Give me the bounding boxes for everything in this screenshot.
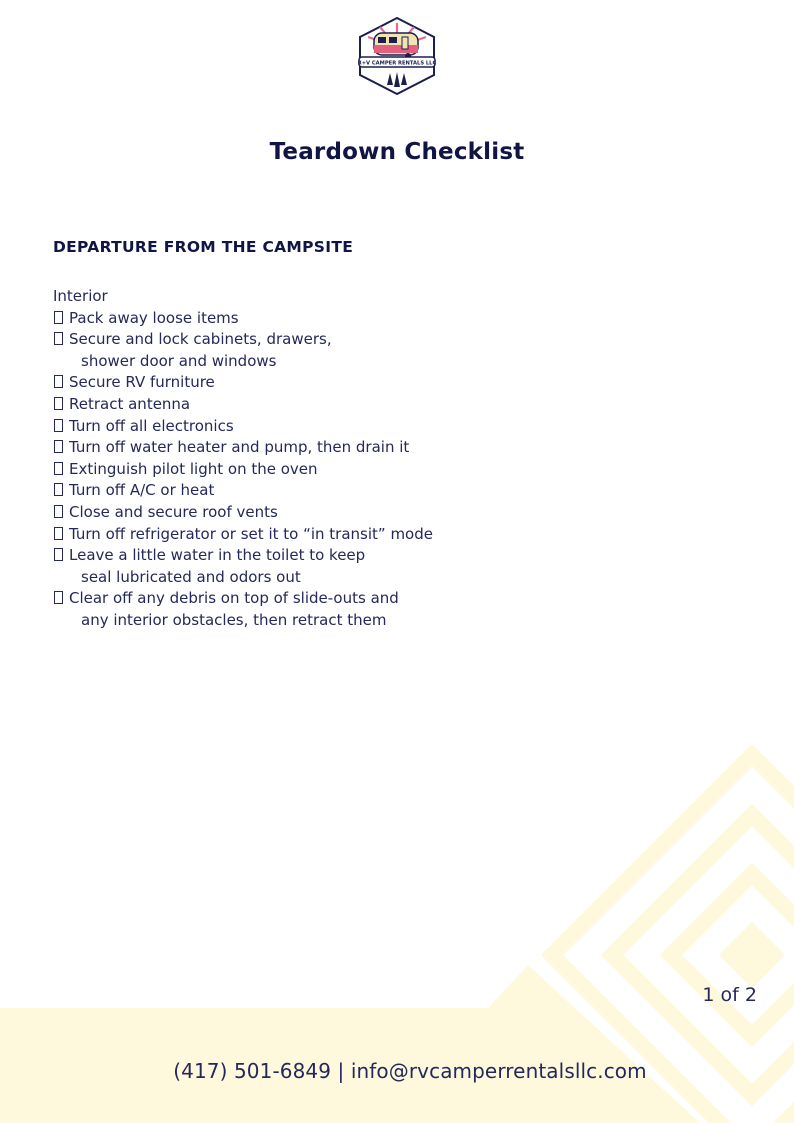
checkbox-icon[interactable] [54,419,63,432]
checkbox-icon[interactable] [54,527,63,540]
checklist-item[interactable]: Secure and lock cabinets, drawers, shower door and windows [53,329,433,372]
checklist-item[interactable]: Turn off A/C or heat [53,480,433,502]
checkbox-icon[interactable] [54,591,63,604]
page-number: 1 of 2 [702,984,757,1006]
checkbox-icon[interactable] [54,440,63,453]
checklist-item[interactable]: Turn off water heater and pump, then drain it [53,437,433,459]
checklist-item[interactable]: Turn off all electronics [53,416,433,438]
checklist-item[interactable]: Pack away loose items [53,308,433,330]
page-title: Teardown Checklist [269,139,525,165]
checkbox-icon[interactable] [54,375,63,388]
footer-contact: (417) 501-6849 | info@rvcamperrentalsllc.com [173,1059,647,1083]
checkbox-icon[interactable] [54,548,63,561]
checklist-item[interactable]: Retract antenna [53,394,433,416]
checklist-item[interactable]: Clear off any debris on top of slide-outs and any interior obstacles, then retract them [53,588,433,631]
checklist [53,286,433,632]
checkbox-icon[interactable] [54,311,63,324]
checkbox-icon[interactable] [54,505,63,518]
checklist-item[interactable]: Extinguish pilot light on the oven [53,459,433,481]
svg-text:R+V CAMPER RENTALS LLC: R+V CAMPER RENTALS LLC [357,60,437,67]
checklist-item[interactable]: Leave a little water in the toilet to keep seal lubricated and odors out [53,545,433,588]
subsection-label: Interior [53,287,108,305]
checkbox-icon[interactable] [54,483,63,496]
checkbox-icon[interactable] [54,462,63,475]
company-logo [356,17,438,95]
checklist-item[interactable]: Turn off refrigerator or set it to “in transit” mode [53,524,433,546]
checkbox-icon[interactable] [54,332,63,345]
section-heading: DEPARTURE FROM THE CAMPSITE [53,238,354,256]
checkbox-icon[interactable] [54,397,63,410]
checklist-item[interactable]: Secure RV furniture [53,372,433,394]
checklist-item[interactable]: Close and secure roof vents [53,502,433,524]
